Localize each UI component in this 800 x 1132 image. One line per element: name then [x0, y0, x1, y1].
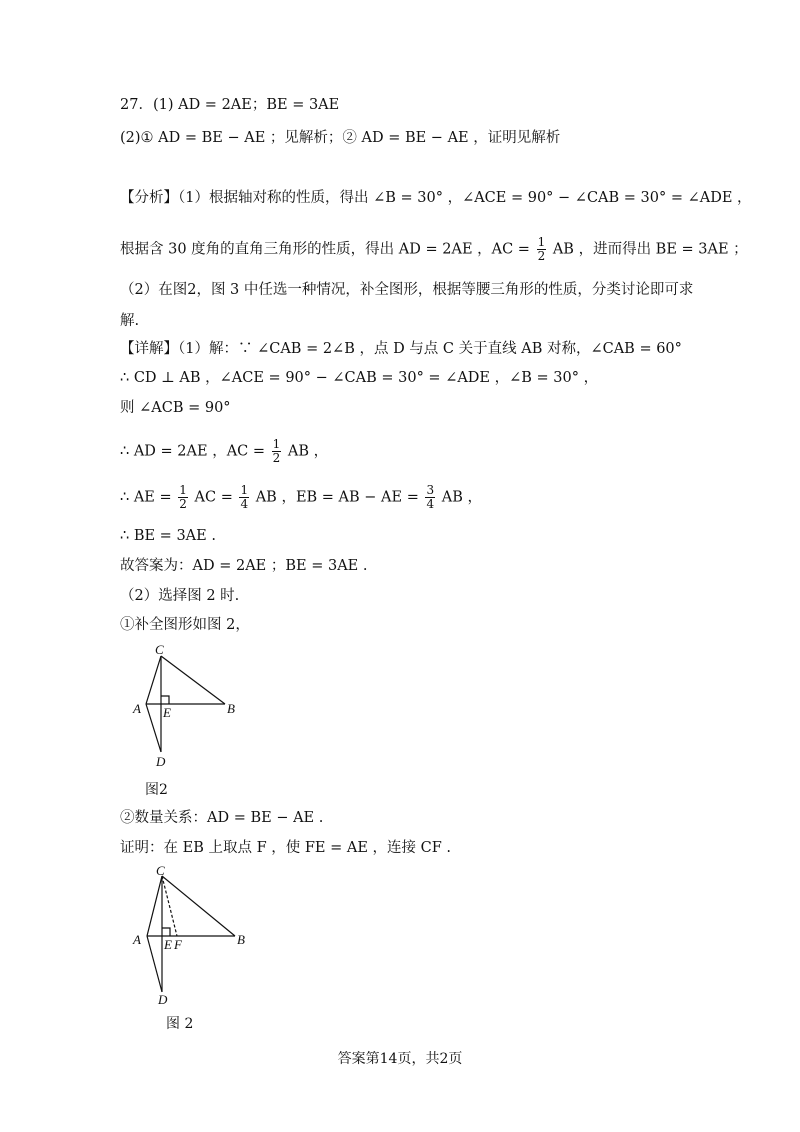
- segment-ad: [147, 936, 162, 992]
- figure-2-caption: 图 2: [166, 1016, 194, 1032]
- label-e: E: [163, 705, 171, 720]
- analysis-line-2-a: 根据含 30 度角的直角三角形的性质，得出 AD = 2AE ，AC =: [120, 241, 530, 258]
- detail-line-1: 【详解】（1）解：∵ ∠CAB = 2∠B ，点 D 与点 C 关于直线 AB 对称，∠CAB = 60°: [120, 341, 682, 357]
- detail-line-5-d: AB ，: [441, 489, 482, 506]
- detail-line-3: 则 ∠ACB = 90°: [120, 400, 231, 416]
- detail-line-4-a: ∴ AD = 2AE ，AC =: [120, 443, 266, 460]
- label-e: E: [164, 937, 172, 952]
- detail-line-9: ①补全图形如图 2，: [120, 617, 250, 633]
- detail-line-5: [120, 484, 482, 511]
- detail-line-8: （2）选择图 2 时.: [120, 588, 240, 604]
- segment-ca: [147, 876, 162, 936]
- answer-line-1: 27．(1) AD = 2AE；BE = 3AE: [120, 97, 340, 113]
- figure-2-diagram: [125, 862, 265, 1007]
- label-a: A: [133, 701, 141, 716]
- detail-line-5-c: AB ，EB = AB − AE =: [255, 489, 419, 506]
- fraction-one-half: $\frac{1}{2}$: [179, 483, 187, 511]
- segment-cb: [162, 876, 235, 936]
- label-d: D: [156, 754, 166, 769]
- analysis-line-2-b: AB ，进而得出 BE = 3AE ；: [552, 241, 748, 258]
- analysis-line-4: 解.: [120, 313, 140, 329]
- detail-line-2: ∴ CD ⊥ AB ，∠ACE = 90° − ∠CAB = 30° = ∠ADE ，∠B = 30° ，: [120, 370, 599, 386]
- segment-cb: [161, 656, 225, 704]
- label-c: C: [155, 642, 164, 657]
- label-f: F: [174, 937, 182, 952]
- fraction-three-quarters: $\frac{3}{4}$: [426, 483, 435, 511]
- analysis-line-3: （2）在图2，图 3 中任选一种情况，补全图形，根据等腰三角形的性质，分类讨论即可求: [120, 282, 694, 298]
- label-b: B: [227, 701, 235, 716]
- analysis-line-1: 【分析】（1）根据轴对称的性质，得出 ∠B = 30° ，∠ACE = 90° − ∠CAB = 30° = ∠ADE ，: [120, 190, 752, 206]
- segment-cf-dashed: [162, 876, 177, 936]
- fraction-one-half: $\frac{1}{2}$: [272, 437, 281, 465]
- right-angle-mark: [162, 928, 170, 936]
- segment-ca: [146, 656, 161, 704]
- right-angle-mark: [161, 696, 169, 704]
- label-c: C: [156, 863, 165, 878]
- fraction-one-quarter: $\frac{1}{4}$: [240, 483, 249, 511]
- answer-line-2: (2)① AD = BE − AE ；见解析；② AD = BE − AE ，证明见解析: [120, 130, 561, 146]
- detail-line-7: 故答案为：AD = 2AE ；BE = 3AE .: [120, 558, 368, 574]
- detail-line-6: ∴ BE = 3AE .: [120, 528, 216, 544]
- detail-line-5-b: AC =: [194, 489, 233, 506]
- detail-line-11: 证明：在 EB 上取点 F ，使 FE = AE ，连接 CF .: [120, 840, 452, 856]
- label-d: D: [158, 992, 168, 1007]
- figure-1-caption: 图2: [145, 782, 168, 798]
- detail-line-5-a: ∴ AE =: [120, 489, 172, 506]
- detail-line-4-b: AB ，: [287, 443, 329, 460]
- page-footer: 答案第14页，共2页: [337, 1051, 463, 1067]
- label-b: B: [237, 932, 245, 947]
- detail-line-4: [120, 438, 328, 465]
- label-a: A: [133, 932, 141, 947]
- figure-1-diagram: [125, 640, 255, 775]
- fraction-one-half: $\frac{1}{2}$: [537, 235, 546, 263]
- analysis-line-2: [120, 236, 748, 263]
- segment-ad: [146, 704, 161, 752]
- detail-line-10: ②数量关系：AD = BE − AE .: [120, 810, 324, 826]
